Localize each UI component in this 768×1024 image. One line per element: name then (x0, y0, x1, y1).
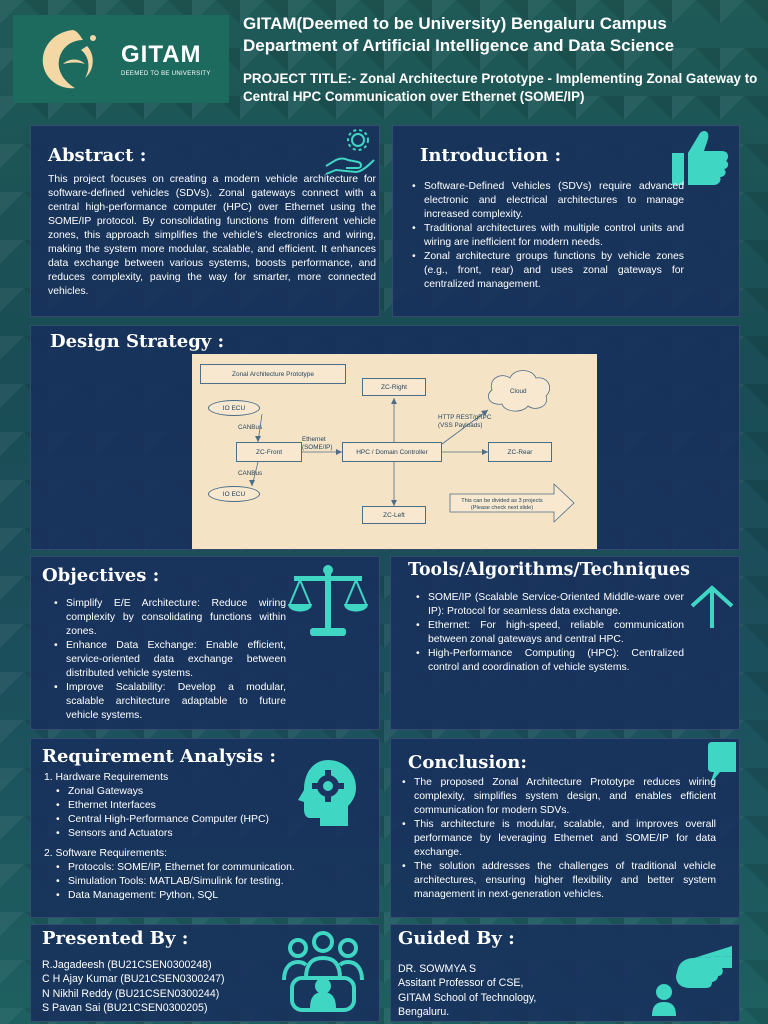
hardware-heading: 1. Hardware Requirements (44, 772, 169, 783)
guide-school: GITAM School of Technology, (398, 991, 537, 1004)
list-item: R.Jagadeesh (BU21CSEN0300248) (42, 959, 212, 971)
list-item: • High-Performance Computing (HPC): Centralized control and coordination of vehicle systems. (416, 647, 684, 675)
introduction-title: Introduction : (420, 145, 562, 166)
tools-title: Tools/Algorithms/Techniques (408, 560, 690, 580)
cloud-label: Cloud (510, 388, 527, 395)
list-item: • Software-Defined Vehicles (SDVs) require advanced electronic and electrical architectures to manage increased complexity. (412, 180, 684, 222)
list-item: • Ethernet Interfaces (56, 799, 344, 813)
list-item: • Ethernet: For high-speed, reliable communication between zonal gateways and central HPC. (416, 619, 684, 647)
list-item: • Zonal architecture groups functions by vehicle zones (e.g., front, rear) and uses zonal gateways for centralized management. (412, 250, 684, 292)
guide-designation: Assitant Professor of CSE, (398, 977, 524, 990)
list-item: • Central High-Performance Computer (HPC) (56, 813, 344, 827)
list-item: • Improve Scalability: Develop a modular, scalable architecture adaptable to future vehicle systems. (54, 681, 286, 723)
io-ecu-top-node: IO ECU (208, 400, 260, 416)
guide-details (398, 962, 536, 1019)
list-item: • Simulation Tools: MATLAB/Simulink for testing. (56, 875, 344, 889)
requirements-title: Requirement Analysis : (42, 746, 277, 767)
list-item: • Protocols: SOME/IP, Ethernet for communication. (56, 861, 344, 875)
zc-rear-node: ZC-Rear (488, 442, 552, 462)
list-item: • Data Management: Python, SQL (56, 889, 344, 903)
group-people-icon (278, 928, 368, 1014)
guide-name: DR. SOWMYA S (398, 963, 477, 975)
zc-right-node: ZC-Right (362, 378, 426, 396)
zc-left-node: ZC-Left (362, 506, 426, 524)
software-heading: 2. Software Requirements: (44, 848, 168, 859)
guided-title: Guided By : (398, 928, 515, 949)
zc-front-node: ZC-Front (236, 442, 302, 462)
list-item: • This architecture is modular, scalable, and improves overall performance by leveraging Ethernet and SOME/IP for data exchange. (402, 818, 716, 860)
abstract-title: Abstract : (48, 145, 147, 166)
http-label: HTTP REST/gRPC (VSS Payloads) (438, 414, 492, 429)
presented-title: Presented By : (42, 928, 189, 949)
thumbs-up-icon (668, 127, 730, 187)
list-item: • Simplify E/E Architecture: Reduce wiring complexity by consolidating functions within zones. (54, 597, 286, 639)
arrow-label: This can be divided as 3 projects (Please check next slide) (461, 498, 543, 511)
design-strategy-title: Design Strategy : (50, 331, 225, 352)
logo-name: GITAM (121, 41, 202, 68)
conclusion-title: Conclusion: (408, 752, 528, 773)
gitam-logo-icon (33, 24, 113, 94)
list-item: • SOME/IP (Scalable Service-Oriented Middle-ware over IP): Protocol for seamless data exchange. (416, 591, 684, 619)
list-item: S Pavan Sai (BU21CSEN0300205) (42, 1001, 208, 1014)
logo-subtitle: DEEMED TO BE UNIVERSITY (121, 71, 211, 77)
list-item: • The proposed Zonal Architecture Prototype reduces wiring complexity, simplifies system design, and enables efficient communication for modern SDVs. (402, 776, 716, 818)
project-title: PROJECT TITLE:- Zonal Architecture Prototype - Implementing Zonal Gateway to Central HPC Communication over Ethernet (SOME/IP) (243, 71, 758, 104)
scales-icon (286, 562, 370, 638)
list-item: C H Ajay Kumar (BU21CSEN0300247) (42, 973, 225, 986)
hand-gear-icon (322, 126, 378, 178)
introduction-list (412, 180, 684, 292)
canbus-top-label: CANBus (238, 424, 263, 431)
canbus-bottom-label: CANBus (238, 470, 263, 477)
university-logo (13, 15, 229, 103)
conclusion-list (402, 776, 716, 902)
io-ecu-bottom-node: IO ECU (208, 486, 260, 502)
objectives-list (54, 597, 286, 723)
tools-list (416, 591, 684, 675)
department-name: Department of Artificial Intelligence and Data Science (243, 36, 675, 55)
hpc-node: HPC / Domain Controller (342, 442, 442, 462)
university-name: GITAM(Deemed to be University) Bengaluru Campus (243, 14, 667, 33)
list-item: • Traditional architectures with multiple control units and wiring are inefficient for modern needs. (412, 222, 684, 250)
presenters-list (42, 958, 225, 1015)
pointing-hand-icon (642, 928, 734, 1018)
guide-location: Bengaluru. (398, 1005, 450, 1018)
abstract-text: This project focuses on creating a modern vehicle architecture for software-defined vehicles (SDVs). Zonal gateways connect with a central high-performance computer (HPC) over Ethernet using the SOME/IP protocol. By consolidating functions from different vehicle zones, this approach simplifies the vehicle's electronics and wiring, making the system more modular, scalable, and efficient. It enhances data exchange between various systems, boosts performance, and reduces complexity, paving the way for smarter, more connected vehicles. (48, 174, 376, 297)
architecture-diagram (192, 354, 597, 549)
objectives-title: Objectives : (42, 565, 160, 586)
requirements-list (44, 771, 344, 903)
list-item: • Enhance Data Exchange: Enable efficient, service-oriented data exchange between distributed vehicle systems. (54, 639, 286, 681)
list-item: • Zonal Gateways (56, 785, 344, 799)
arrow-up-icon (686, 582, 738, 632)
list-item: N Nikhil Reddy (BU21CSEN0300244) (42, 987, 220, 1000)
list-item: • Sensors and Actuators (56, 827, 344, 841)
diagram-header-node: Zonal Architecture Prototype (200, 364, 346, 384)
list-item: • The solution addresses the challenges of traditional vehicle architectures, ensuring higher flexibility and better system management in next-generation vehicles. (402, 860, 716, 902)
ethernet-label: Ethernet (SOME/IP) (302, 436, 333, 451)
